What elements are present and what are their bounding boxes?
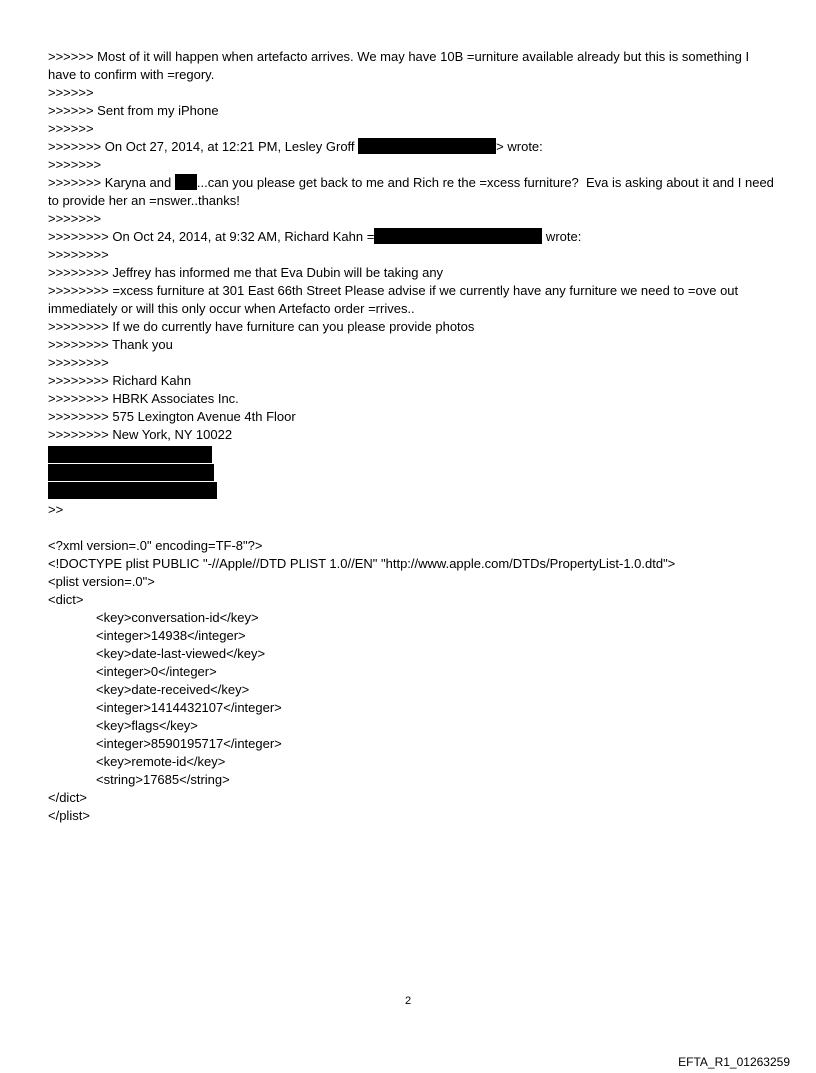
signature-name: >>>>>>>> Richard Kahn xyxy=(48,373,192,388)
plist-line: <integer>14938</integer> xyxy=(96,628,246,643)
signature-company: >>>>>>>> HBRK Associates Inc. xyxy=(48,391,239,406)
bates-number: EFTA_R1_01263259 xyxy=(678,1055,790,1069)
plist-line: </dict> xyxy=(48,790,88,805)
document-body xyxy=(48,48,778,825)
plist-line: </plist> xyxy=(48,808,90,823)
redaction-email-address xyxy=(358,138,496,154)
email-line: >>>>>> Sent from my iPhone xyxy=(48,103,219,118)
plist-line: <plist version=.0"> xyxy=(48,574,155,589)
redaction-signature-block xyxy=(48,446,778,499)
email-line: >>>>>>>> Thank you xyxy=(48,337,173,352)
signature-city: >>>>>>>> New York, NY 10022 xyxy=(48,427,233,442)
email-line: >>>>>>> xyxy=(48,211,102,226)
plist-line: <key>date-received</key> xyxy=(96,682,250,697)
signature-address: >>>>>>>> 575 Lexington Avenue 4th Floor xyxy=(48,409,296,424)
plist-line: <key>remote-id</key> xyxy=(96,754,226,769)
redaction-email-address xyxy=(374,228,542,244)
email-line: >>>>>> xyxy=(48,85,94,100)
email-text: ...can you please get back to me and Rich re the =xcess furniture? Eva is asking about it and I need to provide her an =nswer..thanks! xyxy=(48,175,778,208)
redaction-name xyxy=(175,174,197,190)
email-line xyxy=(48,174,778,210)
plist-line: <!DOCTYPE plist PUBLIC "-//Apple//DTD PLIST 1.0//EN" "http://www.apple.com/DTDs/PropertyList-1.0.dtd"> xyxy=(48,556,676,571)
page-number: 2 xyxy=(404,995,412,1007)
email-header-text: wrote: xyxy=(542,229,582,244)
plist-line: <dict> xyxy=(48,592,84,607)
blank-line xyxy=(48,519,778,537)
email-header-text: >>>>>>> On Oct 27, 2014, at 12:21 PM, Lesley Groff xyxy=(48,139,355,154)
email-header-line xyxy=(48,228,778,246)
plist-line: <integer>0</integer> xyxy=(96,664,217,679)
redaction-bar xyxy=(48,482,217,499)
email-line: >>>>>>>> If we do currently have furniture can you please provide photos xyxy=(48,319,475,334)
plist-line: <integer>8590195717</integer> xyxy=(96,736,282,751)
email-header-line xyxy=(48,138,778,156)
plist-line: <key>date-last-viewed</key> xyxy=(96,646,266,661)
email-line: >>>>>>> xyxy=(48,157,102,172)
email-header-text: > wrote: xyxy=(496,139,543,154)
plist-line: <string>17685</string> xyxy=(96,772,230,787)
plist-line: <integer>1414432107</integer> xyxy=(96,700,282,715)
email-line: >>>>>>>> xyxy=(48,355,109,370)
email-line: >> xyxy=(48,502,64,517)
email-line: >>>>>>>> Jeffrey has informed me that Eva Dubin will be taking any xyxy=(48,265,444,280)
email-header-text: >>>>>>>> On Oct 24, 2014, at 9:32 AM, Richard Kahn = xyxy=(48,229,375,244)
email-line: >>>>>>>> =xcess furniture at 301 East 66th Street Please advise if we currently have any furniture we need to =ove out immediately or will this only occur when Artefacto order =rrives.. xyxy=(48,283,742,316)
email-line: >>>>>> Most of it will happen when artefacto arrives. We may have 10B =urniture available already but this is something I have to confirm with =regory. xyxy=(48,49,753,82)
email-line: >>>>>> xyxy=(48,121,94,136)
plist-line: <key>conversation-id</key> xyxy=(96,610,259,625)
redaction-bar xyxy=(48,464,214,481)
email-text: >>>>>>> Karyna and xyxy=(48,175,172,190)
plist-line: <key>flags</key> xyxy=(96,718,198,733)
redaction-bar xyxy=(48,446,212,463)
email-line: >>>>>>>> xyxy=(48,247,109,262)
plist-line: <?xml version=.0" encoding=TF-8"?> xyxy=(48,538,263,553)
